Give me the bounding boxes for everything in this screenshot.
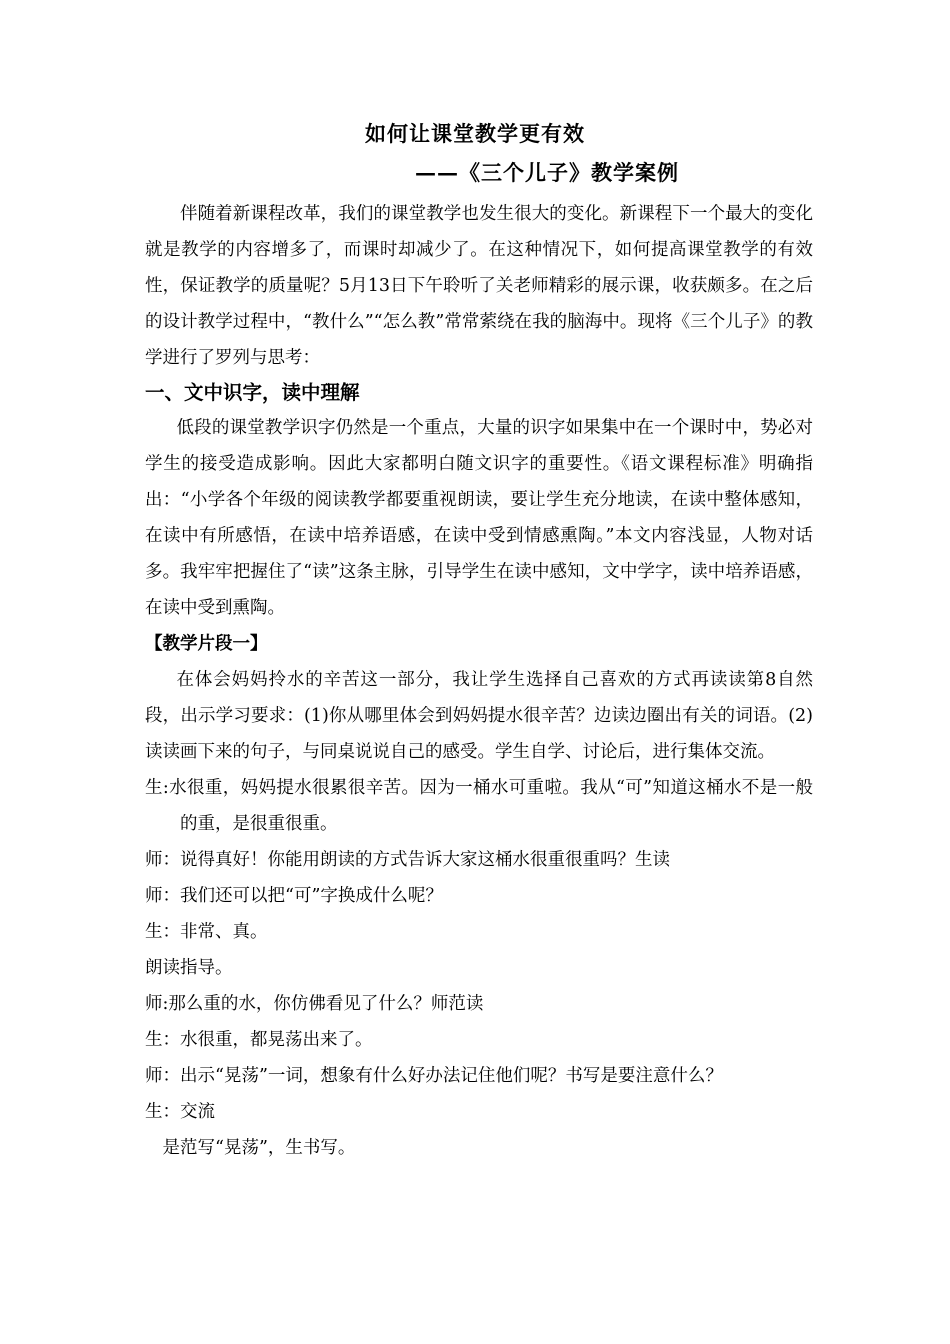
dialogue-line: 生：水很重，都晃荡出来了。 [145, 1030, 373, 1050]
dialogue-line: 朗读指导。 [145, 958, 233, 978]
closing-line: 是范写“晃荡”，生书写。 [162, 1138, 356, 1158]
dialogue-line: 生：交流 [145, 1102, 215, 1122]
dialogue-line: 生:水很重，妈妈提水很累很辛苦。因为一桶水可重啦。我从“可”知道这桶水不是一般的重，是很重很重。 [145, 778, 813, 834]
document-subtitle: ——《三个儿子》教学案例 [415, 160, 679, 185]
section-heading-1: 一、文中识字，读中理解 [145, 381, 360, 404]
intro-paragraph: 伴随着新课程改革，我们的课堂教学也发生很大的变化。新课程下一个最大的变化就是教学的内容增多了，而课时却减少了。在这种情况下，如何提高课堂教学的有效性，保证教学的质量呢？5月13日下午聆听了关老师精彩的展示课，收获颇多。在之后的设计教学过程中，“教什么”“怎么教”常常萦绕在我的脑海中。现将《三个儿子》的教学进行了罗列与思考： [145, 204, 813, 368]
segment-paragraph-1: 在体会妈妈拎水的辛苦这一部分，我让学生选择自己喜欢的方式再读读第8自然段，出示学习要求：(1)你从哪里体会到妈妈提水很辛苦？边读边圈出有关的词语。(2)读读画下来的句子，与同桌说说自己的感受。学生自学、讨论后，进行集体交流。 [145, 670, 813, 762]
dialogue-line: 生：非常、真。 [145, 922, 268, 942]
segment-heading-1: 【教学片段一】 [145, 634, 268, 654]
dialogue-line: 师：我们还可以把“可”字换成什么呢？ [145, 886, 443, 906]
dialogue-line: 师：说得真好！你能用朗读的方式告诉大家这桶水很重很重吗？生读 [145, 850, 670, 870]
document-body [145, 196, 813, 1166]
section-paragraph-1: 低段的课堂教学识字仍然是一个重点，大量的识字如果集中在一个课时中，势必对学生的接受造成影响。因此大家都明白随文识字的重要性。《语文课程标准》明确指出：“小学各个年级的阅读教学都要重视朗读，要让学生充分地读，在读中整体感知，在读中有所感悟，在读中培养语感，在读中受到情感熏陶。”本文内容浅显，人物对话多。我牢牢把握住了“读”这条主脉，引导学生在读中感知，文中学字，读中培养语感，在读中受到熏陶。 [145, 418, 813, 618]
dialogue-line: 师:那么重的水，你仿佛看见了什么？师范读 [145, 994, 484, 1014]
document-title: 如何让课堂教学更有效 [365, 121, 585, 146]
dialogue-line: 师：出示“晃荡”一词，想象有什么好办法记住他们呢？书写是要注意什么？ [145, 1066, 723, 1086]
